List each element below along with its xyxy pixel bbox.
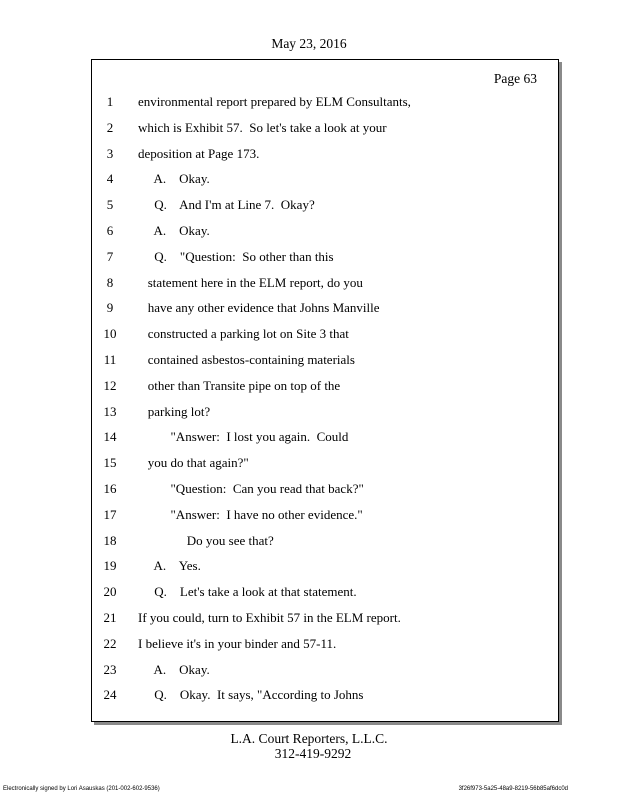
line-number: 18 (103, 532, 117, 548)
line-text: A. Okay. (138, 171, 210, 187)
line-number: 16 (103, 481, 117, 496)
line-text: A. Yes. (138, 558, 201, 574)
footer-phone: 312-419-9292 (274, 746, 352, 761)
line-text: Q. Okay. It says, "According to Johns (138, 687, 364, 703)
line-number: 23 (103, 661, 117, 677)
line-text: A. Okay. (138, 661, 210, 677)
line-number: 8 (106, 274, 114, 290)
line-text: which is Exhibit 57. So let's take a look at your (138, 119, 387, 135)
header-date: May 23, 2016 (271, 36, 347, 51)
page-number: Page 63 (493, 71, 537, 86)
line-number: 11 (103, 352, 117, 367)
line-number: 15 (103, 455, 117, 471)
line-number: 20 (103, 584, 117, 600)
line-text: "Answer: I lost you again. Could (138, 429, 349, 445)
line-number: 17 (103, 506, 117, 522)
line-text: constructed a parking lot on Site 3 that (138, 326, 349, 342)
line-number: 10 (103, 326, 117, 342)
line-number: 6 (106, 223, 114, 238)
line-number: 24 (103, 687, 117, 703)
line-number: 3 (106, 145, 114, 161)
line-number: 19 (103, 558, 117, 574)
line-number: 7 (106, 248, 114, 264)
line-text: A. Okay. (138, 223, 210, 238)
line-number: 1 (106, 94, 114, 109)
line-number: 13 (103, 403, 117, 419)
line-number: 2 (106, 119, 114, 135)
line-text: environmental report prepared by ELM Consultants, (138, 94, 411, 109)
line-number: 21 (103, 610, 117, 625)
line-text: statement here in the ELM report, do you (138, 274, 363, 290)
line-text: "Answer: I have no other evidence." (138, 506, 363, 522)
line-text: "Question: Can you read that back?" (138, 481, 364, 496)
line-text: have any other evidence that Johns Manville (138, 300, 380, 316)
line-text: Q. And I'm at Line 7. Okay? (138, 197, 315, 213)
line-text: Q. Let's take a look at that statement. (138, 584, 357, 600)
line-text: Q. "Question: So other than this (138, 248, 334, 264)
line-number: 4 (106, 171, 114, 187)
line-text: deposition at Page 173. (138, 145, 260, 161)
footer-reporter: L.A. Court Reporters, L.L.C. (230, 731, 388, 746)
line-text: Do you see that? (138, 532, 274, 548)
line-text: I believe it's in your binder and 57-11. (138, 635, 337, 651)
line-number: 22 (103, 635, 117, 651)
line-number: 12 (103, 377, 117, 393)
signature-id: 3f26f973-5a25-48a9-8219-56b85af6dc0d (458, 786, 568, 792)
line-text: other than Transite pipe on top of the (138, 377, 341, 393)
line-text: you do that again?" (138, 455, 249, 471)
line-text: parking lot? (138, 403, 211, 419)
line-text: If you could, turn to Exhibit 57 in the ELM report. (138, 610, 401, 625)
line-number: 14 (103, 429, 117, 445)
line-number: 5 (106, 197, 114, 213)
line-text: contained asbestos-containing materials (138, 352, 355, 367)
line-number: 9 (106, 300, 114, 316)
signature-left: Electronically signed by Lori Asauskas (201-002-602-9536) (3, 786, 160, 792)
